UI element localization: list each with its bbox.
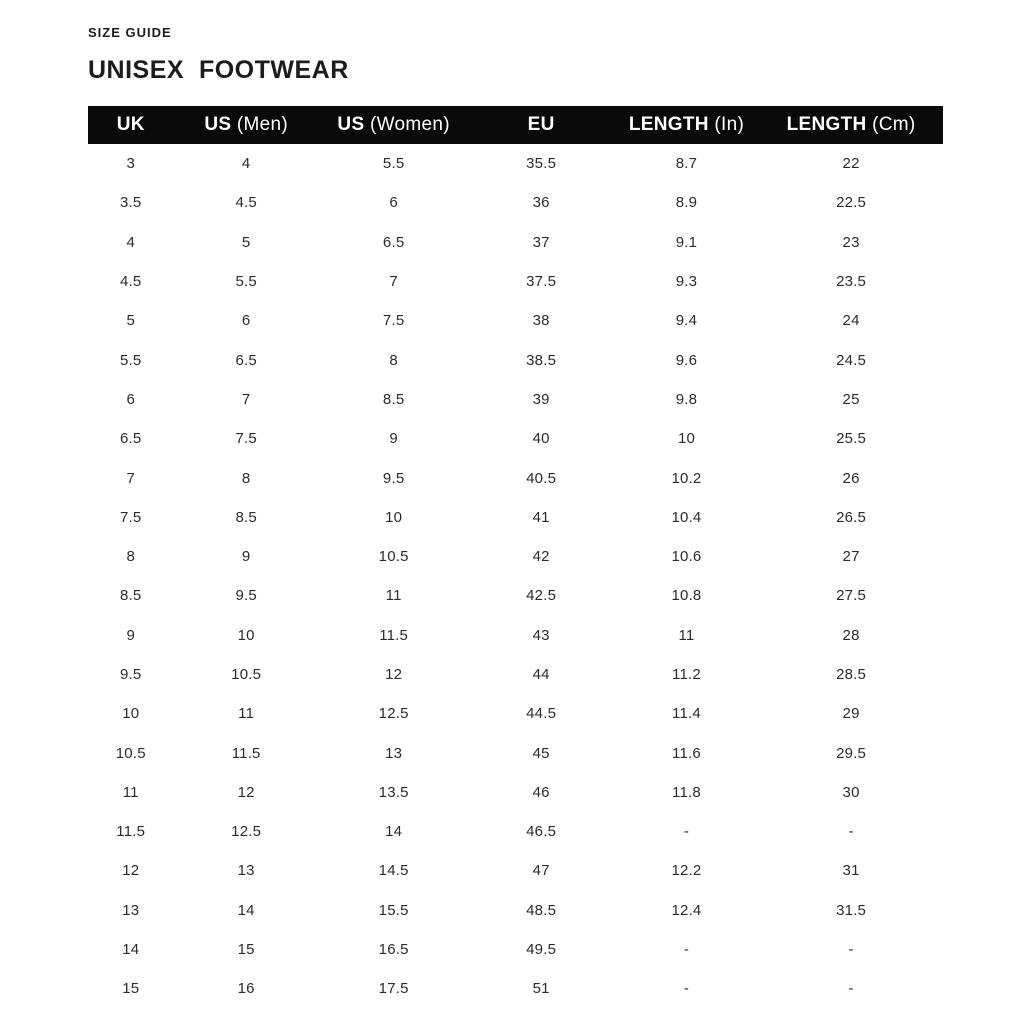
cell-us-women: 16.5 (378, 941, 409, 959)
cell-us-men: 7.5 (235, 430, 257, 448)
cell-length-cm: - (848, 941, 854, 959)
size-table-header (88, 106, 943, 144)
cell-length-cm: 26.5 (836, 508, 867, 526)
cell-eu: 35.5 (526, 155, 557, 173)
table-row (88, 340, 943, 379)
cell-uk: 13 (122, 901, 140, 919)
cell-us-women: 12 (385, 666, 403, 683)
cell-eu: 37 (532, 233, 550, 251)
table-row (88, 262, 943, 301)
cell-length-in: - (683, 980, 690, 998)
cell-uk: 11 (122, 783, 139, 801)
cell-us-men: 11.5 (231, 744, 261, 762)
cell-eu: 39 (532, 390, 550, 408)
cell-length-cm: 31.5 (836, 901, 867, 919)
table-row (88, 930, 943, 969)
cell-length-in: 10 (677, 430, 696, 448)
column-header-label: LENGTH (628, 114, 709, 135)
cell-length-cm: 27 (842, 548, 860, 566)
cell-eu: 37.5 (526, 273, 557, 291)
cell-length-in: 9.1 (675, 233, 698, 251)
cell-eu: 44 (532, 666, 550, 683)
cell-us-women: 11.5 (379, 626, 409, 644)
cell-us-women: 9.5 (382, 469, 405, 487)
column-header-eu (468, 106, 613, 144)
table-row (88, 183, 943, 222)
cell-us-men: 15 (237, 941, 255, 959)
cell-length-cm: 29 (842, 705, 860, 723)
cell-us-men: 9.5 (235, 587, 257, 605)
table-row (88, 537, 943, 576)
cell-uk: 4 (126, 233, 136, 251)
table-row (88, 773, 943, 812)
cell-us-women: 7.5 (382, 312, 405, 330)
column-header-uk (88, 106, 174, 144)
cell-length-in: 10.2 (671, 469, 702, 487)
cell-uk: 4.5 (120, 273, 142, 291)
table-row (88, 969, 943, 1008)
cell-us-women: 9 (389, 430, 398, 448)
cell-us-men: 14 (237, 901, 255, 919)
cell-length-cm: 23 (842, 233, 860, 251)
cell-us-men: 4 (241, 155, 251, 173)
cell-length-in: 11.6 (672, 744, 701, 762)
cell-uk: 5.5 (120, 351, 142, 369)
table-row (88, 812, 943, 851)
cell-length-in: 10.8 (671, 587, 702, 605)
cell-eu: 36 (532, 194, 550, 212)
cell-uk: 7.5 (120, 508, 142, 526)
cell-uk: 6 (126, 390, 136, 408)
cell-eu: 38 (532, 312, 550, 330)
column-header-sublabel: (In) (708, 114, 745, 135)
table-row (88, 616, 943, 655)
table-row (88, 655, 943, 694)
cell-us-men: 10.5 (231, 666, 262, 683)
size-guide-label: SIZE GUIDE (88, 25, 172, 40)
cell-us-women: 17.5 (378, 980, 409, 998)
cell-us-women: 6 (389, 194, 398, 212)
table-row (88, 694, 943, 733)
cell-us-men: 6.5 (235, 351, 257, 369)
cell-uk: 8 (126, 548, 136, 566)
cell-us-men: 12.5 (231, 823, 262, 841)
cell-us-women: 8 (389, 351, 398, 369)
cell-eu: 51 (532, 980, 550, 998)
cell-length-in: 9.4 (675, 312, 698, 330)
table-row (88, 301, 943, 340)
cell-us-men: 16 (237, 980, 255, 998)
cell-us-women: 10 (385, 508, 403, 526)
cell-us-women: 13.5 (378, 783, 409, 801)
column-header-sublabel: (Men) (231, 114, 289, 135)
cell-uk: 8.5 (120, 587, 142, 605)
cell-uk: 11.5 (116, 823, 146, 841)
cell-length-in: 9.3 (675, 273, 698, 291)
cell-length-cm: 22 (842, 155, 860, 173)
cell-length-in: 11.8 (672, 783, 701, 801)
cell-us-women: 7 (389, 273, 398, 291)
cell-uk: 9.5 (120, 666, 142, 683)
table-row (88, 891, 943, 930)
cell-length-cm: 26 (842, 469, 860, 487)
table-row (88, 144, 943, 183)
column-header-sublabel: (Cm) (866, 114, 916, 135)
cell-eu: 43 (532, 626, 550, 644)
size-table (88, 106, 943, 1009)
cell-eu: 46 (532, 783, 550, 801)
cell-us-men: 6 (241, 312, 251, 330)
column-header-label: US (204, 114, 232, 135)
column-header-us-men (174, 106, 319, 144)
column-header-label: US (337, 114, 365, 135)
table-row (88, 380, 943, 419)
header-row (88, 106, 943, 144)
cell-length-cm: - (848, 980, 854, 998)
cell-length-cm: 31 (842, 862, 860, 880)
column-header-us-women (319, 106, 469, 144)
column-header-sublabel: (Women) (364, 114, 450, 135)
cell-eu: 40.5 (526, 469, 557, 487)
cell-us-women: 12.5 (378, 705, 409, 723)
cell-eu: 44.5 (526, 705, 557, 723)
cell-length-in: 11 (678, 626, 695, 644)
cell-us-women: 13 (385, 744, 403, 762)
cell-eu: 42.5 (526, 587, 557, 605)
table-row (88, 419, 943, 458)
cell-us-women: 14.5 (378, 862, 409, 880)
cell-uk: 15 (122, 980, 140, 998)
cell-length-in: - (683, 823, 690, 841)
column-header-label: LENGTH (786, 114, 867, 135)
table-row (88, 498, 943, 537)
size-table-body (88, 144, 943, 1009)
cell-us-men: 13 (237, 862, 255, 880)
table-row (88, 458, 943, 497)
cell-length-in: 12.2 (671, 862, 702, 880)
cell-length-cm: 22.5 (836, 194, 867, 212)
table-row (88, 851, 943, 890)
cell-us-men: 11 (238, 705, 255, 723)
table-row (88, 223, 943, 262)
cell-us-women: 5.5 (382, 155, 405, 173)
column-header-label: UK (116, 114, 145, 135)
cell-eu: 46.5 (526, 823, 557, 841)
cell-us-men: 5 (241, 233, 251, 251)
cell-uk: 12 (122, 862, 140, 880)
cell-us-women: 15.5 (378, 901, 409, 919)
cell-uk: 10 (122, 705, 140, 723)
cell-length-in: 12.4 (671, 901, 702, 919)
cell-us-men: 12 (237, 783, 255, 801)
cell-length-in: 9.8 (675, 390, 698, 408)
cell-length-cm: 25 (842, 390, 860, 408)
cell-length-cm: 24 (842, 312, 860, 330)
table-row (88, 733, 943, 772)
cell-length-cm: 24.5 (836, 351, 867, 369)
cell-us-men: 10 (237, 626, 255, 644)
column-header-length-in (614, 106, 759, 144)
cell-uk: 3.5 (120, 194, 142, 212)
cell-uk: 9 (126, 626, 136, 644)
cell-us-women: 14 (385, 823, 403, 841)
cell-us-women: 6.5 (382, 233, 405, 251)
cell-uk: 10.5 (115, 744, 146, 762)
cell-length-cm: 25.5 (836, 430, 867, 448)
cell-eu: 40 (532, 430, 550, 448)
cell-length-cm: 30 (842, 783, 860, 801)
cell-eu: 47 (532, 862, 550, 880)
cell-us-women: 11 (385, 587, 402, 605)
cell-length-in: 9.6 (675, 351, 698, 369)
cell-length-cm: 23.5 (836, 273, 867, 291)
cell-eu: 48.5 (526, 901, 557, 919)
cell-length-cm: 27.5 (836, 587, 867, 605)
cell-length-in: 11.4 (672, 705, 701, 723)
cell-uk: 7 (126, 469, 136, 487)
cell-length-in: 8.7 (675, 155, 698, 173)
cell-length-in: - (683, 941, 690, 959)
cell-us-men: 4.5 (235, 194, 257, 212)
cell-eu: 41 (532, 508, 550, 526)
cell-us-men: 9 (241, 548, 251, 566)
cell-eu: 45 (532, 744, 550, 762)
cell-us-women: 10.5 (378, 548, 409, 566)
cell-uk: 5 (126, 312, 136, 330)
cell-us-men: 8 (241, 469, 251, 487)
page-title: UNISEX FOOTWEAR (88, 56, 349, 84)
cell-length-cm: - (848, 823, 854, 841)
column-header-label: EU (527, 114, 555, 135)
cell-us-women: 8.5 (382, 390, 405, 408)
cell-length-in: 8.9 (675, 194, 698, 212)
cell-length-cm: 28.5 (836, 666, 867, 683)
cell-length-in: 10.6 (671, 548, 702, 566)
cell-length-cm: 28 (842, 626, 860, 644)
cell-uk: 14 (122, 941, 140, 959)
cell-us-men: 7 (241, 390, 251, 408)
column-header-length-cm (759, 106, 943, 144)
cell-us-men: 5.5 (235, 273, 257, 291)
cell-length-in: 10.4 (671, 508, 702, 526)
cell-eu: 38.5 (526, 351, 557, 369)
cell-length-in: 11.2 (672, 666, 701, 683)
cell-uk: 3 (126, 155, 136, 173)
cell-eu: 49.5 (526, 941, 557, 959)
cell-uk: 6.5 (120, 430, 142, 448)
cell-eu: 42 (532, 548, 550, 566)
cell-us-men: 8.5 (235, 508, 257, 526)
table-row (88, 576, 943, 615)
cell-length-cm: 29.5 (836, 744, 867, 762)
